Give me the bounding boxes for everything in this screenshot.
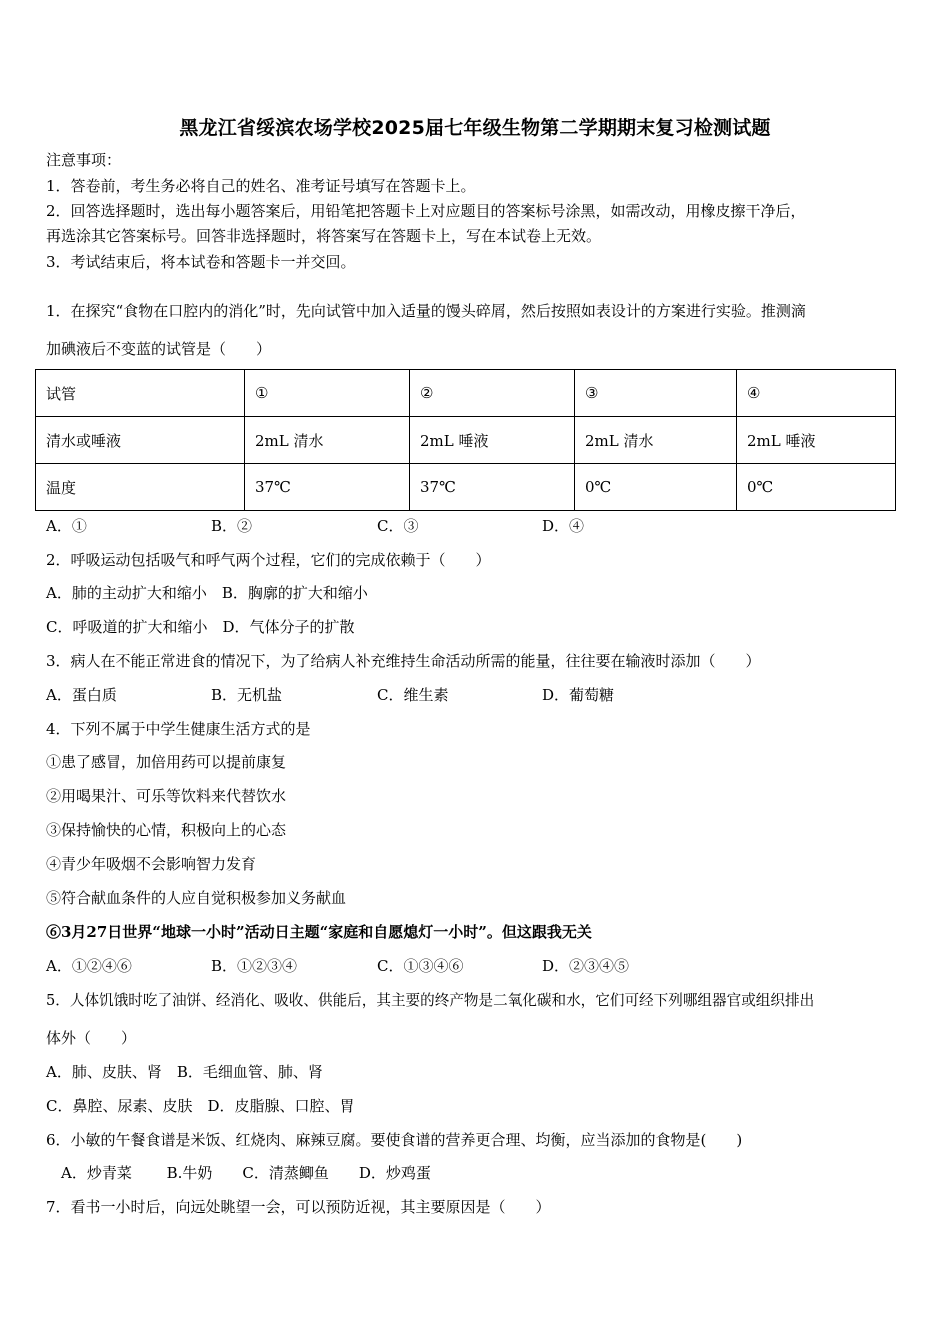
table-cell: 2mL 唾液 bbox=[410, 417, 575, 464]
q4-option-b: B．①②③④ bbox=[211, 957, 298, 975]
q6-stem: 6．小敏的午餐食谱是米饭、红烧肉、麻辣豆腐。要使食谱的营养更合理、均衡，应当添加的食物是( ) bbox=[46, 1131, 743, 1149]
q4-stem: 4．下列不属于中学生健康生活方式的是 bbox=[46, 720, 311, 738]
q5-options-line-2: C．鼻腔、尿素、皮肤 D．皮脂腺、口腔、胃 bbox=[46, 1097, 355, 1115]
q5-stem-line-1: 5．人体饥饿时吃了油饼、经消化、吸收、供能后，其主要的终产物是二氧化碳和水，它们可经下列哪组器官或组织排出 bbox=[46, 992, 815, 1009]
q3-stem: 3．病人在不能正常进食的情况下，为了给病人补充维持生命活动所需的能量，往往要在输液时添加（ ） bbox=[46, 652, 761, 670]
q4-option-d: D．②③④⑤ bbox=[542, 957, 630, 975]
q1-option-b: B．② bbox=[211, 517, 253, 535]
notice-item-2-cont: 再选涂其它答案标号。回答非选择题时，将答案写在答题卡上，写在本试卷上无效。 bbox=[46, 227, 602, 245]
q3-option-b: B．无机盐 bbox=[211, 686, 283, 704]
table-cell: ③ bbox=[575, 370, 737, 417]
q3-option-a: A．蛋白质 bbox=[46, 686, 117, 704]
table-cell: 37℃ bbox=[410, 464, 575, 511]
table-cell: 清水或唾液 bbox=[36, 417, 245, 464]
q7-stem: 7．看书一小时后，向远处眺望一会，可以预防近视，其主要原因是（ ） bbox=[46, 1198, 551, 1216]
q4-option-a: A．①②④⑥ bbox=[46, 957, 132, 975]
notice-item-3: 3．考试结束后，将本试卷和答题卡一并交回。 bbox=[46, 253, 356, 271]
table-cell: 0℃ bbox=[737, 464, 896, 511]
q4-statement-3: ③保持愉快的心情，积极向上的心态 bbox=[46, 821, 287, 839]
table-cell: ② bbox=[410, 370, 575, 417]
q3-option-c: C．维生素 bbox=[377, 686, 449, 704]
notice-item-1: 1．答卷前，考生务必将自己的姓名、准考证号填写在答题卡上。 bbox=[46, 177, 476, 195]
table-cell: 温度 bbox=[36, 464, 245, 511]
q4-statement-5: ⑤符合献血条件的人应自觉积极参加义务献血 bbox=[46, 889, 347, 907]
table-cell: 2mL 清水 bbox=[575, 417, 737, 464]
table-row bbox=[36, 464, 896, 511]
q3-option-d: D．葡萄糖 bbox=[542, 686, 615, 704]
table-cell: 2mL 清水 bbox=[245, 417, 410, 464]
q1-stem-line-2: 加碘液后不变蓝的试管是（ ） bbox=[46, 340, 272, 358]
exam-title: 黑龙江省绥滨农场学校2025届七年级生物第二学期期末复习检测试题 bbox=[179, 117, 771, 139]
q1-option-c: C．③ bbox=[377, 517, 419, 535]
q4-statement-6: ⑥3月27日世界“地球一小时”活动日主题“家庭和自愿熄灯一小时”。但这跟我无关 bbox=[46, 923, 592, 941]
table-row bbox=[36, 417, 896, 464]
q4-option-c: C．①③④⑥ bbox=[377, 957, 464, 975]
notice-item-2: 2．回答选择题时，选出每小题答案后，用铅笔把答题卡上对应题目的答案标号涂黑，如需改动，用橡皮擦干净后， bbox=[46, 202, 806, 220]
q6-options: A．炒青菜 B.牛奶 C．清蒸鲫鱼 D．炒鸡蛋 bbox=[46, 1164, 431, 1182]
table-cell: ① bbox=[245, 370, 410, 417]
q4-statement-2: ②用喝果汁、可乐等饮料来代替饮水 bbox=[46, 787, 287, 805]
q1-stem-line-1: 1．在探究“食物在口腔内的消化”时，先向试管中加入适量的馒头碎屑，然后按照如表设计的方案进行实验。推测滴 bbox=[46, 302, 806, 320]
notice-heading: 注意事项： bbox=[46, 151, 122, 169]
experiment-table bbox=[35, 369, 896, 511]
q2-stem: 2．呼吸运动包括吸气和呼气两个过程，它们的完成依赖于（ ） bbox=[46, 551, 491, 569]
q5-stem-line-2: 体外（ ） bbox=[46, 1029, 137, 1047]
q1-option-d: D．④ bbox=[542, 517, 585, 535]
table-row bbox=[36, 370, 896, 417]
q4-statement-4: ④青少年吸烟不会影响智力发育 bbox=[46, 855, 257, 873]
q4-statement-1: ①患了感冒，加倍用药可以提前康复 bbox=[46, 753, 287, 771]
q5-options-line-1: A．肺、皮肤、肾 B．毛细血管、肺、肾 bbox=[46, 1063, 323, 1081]
table-cell: 0℃ bbox=[575, 464, 737, 511]
table-cell: ④ bbox=[737, 370, 896, 417]
table-cell: 37℃ bbox=[245, 464, 410, 511]
table-cell: 试管 bbox=[36, 370, 245, 417]
q1-option-a: A．① bbox=[46, 517, 87, 535]
q2-options-line-2: C．呼吸道的扩大和缩小 D．气体分子的扩散 bbox=[46, 618, 355, 636]
q2-options-line-1: A．肺的主动扩大和缩小 B．胸廓的扩大和缩小 bbox=[46, 584, 368, 602]
table-cell: 2mL 唾液 bbox=[737, 417, 896, 464]
